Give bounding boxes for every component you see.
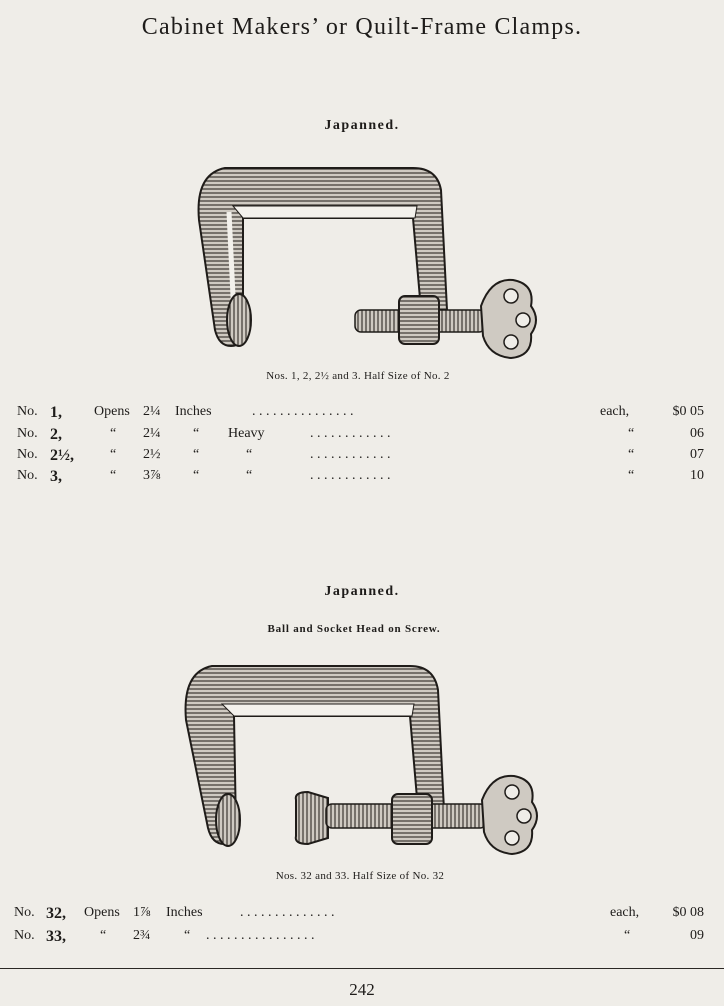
section2-heading: Japanned.: [324, 584, 400, 599]
item-price: $0 08: [672, 905, 704, 920]
row-prefix: No.: [14, 928, 35, 943]
item-description: Heavy: [228, 426, 265, 441]
section1-caption: Nos. 1, 2, 2½ and 3. Half Size of No. 2: [266, 370, 450, 382]
clamp-illustration-1: [185, 160, 545, 360]
row-prefix: No.: [17, 447, 38, 462]
item-number: 1,: [50, 404, 62, 421]
item-price: 09: [690, 928, 704, 943]
item-number: 33,: [46, 928, 66, 945]
row-prefix: No.: [17, 426, 38, 441]
size-unit: “: [193, 468, 200, 483]
row-prefix: No.: [17, 468, 38, 483]
item-number: 2½,: [50, 447, 74, 464]
price-row: [0, 905, 724, 925]
price-unit: “: [628, 468, 635, 483]
price-unit: each,: [600, 404, 630, 419]
item-description: “: [246, 447, 253, 462]
size-unit: Inches: [166, 905, 203, 920]
size-unit: “: [193, 426, 200, 441]
opening-size: 1⅞: [133, 905, 151, 920]
price-unit: “: [628, 426, 635, 441]
item-description: “: [246, 468, 253, 483]
leader-dots: . . . . . . . . . . . . . . . .: [206, 928, 315, 943]
opening-size: 2¼: [143, 426, 161, 441]
item-price: 06: [690, 426, 704, 441]
price-unit: “: [624, 928, 631, 943]
section2-caption: Nos. 32 and 33. Half Size of No. 32: [275, 870, 445, 882]
leader-dots: . . . . . . . . . . . .: [310, 426, 391, 441]
opens-label: Opens: [94, 404, 130, 419]
price-row: [0, 404, 724, 424]
item-number: 32,: [46, 905, 66, 922]
opens-label: “: [110, 447, 117, 462]
opening-size: 3⅞: [143, 468, 161, 483]
page-number: 242: [349, 980, 375, 999]
opening-size: 2½: [143, 447, 161, 462]
opens-label: Opens: [84, 905, 120, 920]
page-title: Cabinet Makers’ or Quilt-Frame Clamps.: [141, 14, 583, 40]
size-unit: “: [184, 928, 191, 943]
price-unit: each,: [610, 905, 640, 920]
item-number: 3,: [50, 468, 62, 485]
price-row: [0, 468, 724, 488]
price-row: [0, 447, 724, 467]
price-row: [0, 928, 724, 948]
footer-rule: [0, 968, 724, 969]
item-price: $0 05: [672, 404, 704, 419]
size-unit: Inches: [175, 404, 212, 419]
price-unit: “: [628, 447, 635, 462]
opening-size: 2¼: [143, 404, 161, 419]
opens-label: “: [100, 928, 107, 943]
leader-dots: . . . . . . . . . . . . . .: [240, 905, 335, 920]
item-number: 2,: [50, 426, 62, 443]
price-row: [0, 426, 724, 446]
opens-label: “: [110, 468, 117, 483]
size-unit: “: [193, 447, 200, 462]
opening-size: 2¾: [133, 928, 151, 943]
leader-dots: . . . . . . . . . . . . . . .: [252, 404, 354, 419]
section2-subheading: Ball and Socket Head on Screw.: [267, 623, 441, 635]
clamp-illustration-2: [178, 660, 548, 860]
row-prefix: No.: [14, 905, 35, 920]
section1-heading: Japanned.: [324, 118, 400, 133]
item-price: 07: [690, 447, 704, 462]
opens-label: “: [110, 426, 117, 441]
leader-dots: . . . . . . . . . . . .: [310, 447, 391, 462]
leader-dots: . . . . . . . . . . . .: [310, 468, 391, 483]
row-prefix: No.: [17, 404, 38, 419]
item-price: 10: [690, 468, 704, 483]
